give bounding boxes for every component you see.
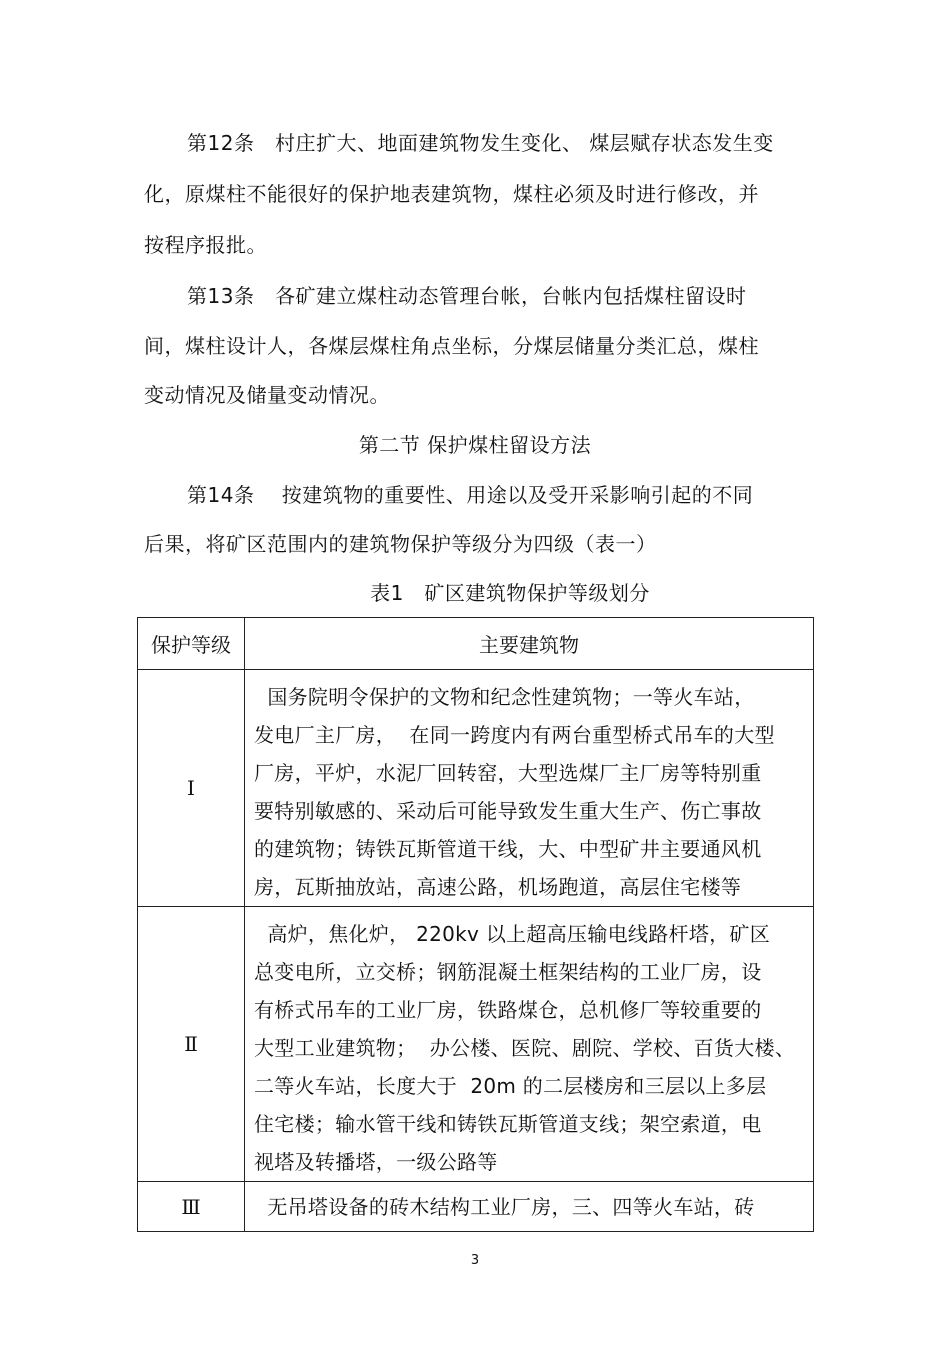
cell-line: 厂房，平炉，水泥厂回转窑，大型选煤厂主厂房等特别重: [254, 761, 762, 785]
grade-cell: Ⅱ: [138, 907, 245, 1182]
art12-line-2: 化，原煤柱不能很好的保护地表建筑物，煤柱必须及时进行修改，并: [144, 182, 759, 206]
cell-line: 住宅楼；输水管干线和铸铁瓦斯管道支线；架空索道，电: [254, 1112, 762, 1136]
cell-line: 国务院明令保护的文物和纪念性建筑物；一等火车站，: [254, 685, 755, 709]
header-buildings: 主要建筑物: [245, 618, 814, 670]
grade-cell: Ⅰ: [138, 670, 245, 907]
grade-cell: Ⅲ: [138, 1182, 245, 1232]
cell-line: 的建筑物；铸铁瓦斯管道干线，大、中型矿井主要通风机: [254, 837, 762, 861]
cell-line: 无吊塔设备的砖木结构工业厂房，三、四等火车站，砖: [254, 1195, 755, 1219]
cell-line: 总变电所，立交桥；钢筋混凝土框架结构的工业厂房，设: [254, 960, 762, 984]
cell-line: 高炉，焦化炉， 220kv 以上超高压输电线路杆塔，矿区: [254, 922, 771, 946]
table-header-row: [138, 618, 814, 670]
buildings-cell: [245, 670, 814, 907]
art12-line-3: 按程序报批。: [144, 233, 267, 257]
table-row: [138, 1182, 814, 1232]
buildings-cell: [245, 1182, 814, 1232]
cell-line: 视塔及转播塔，一级公路等: [254, 1150, 498, 1174]
table-caption: 表1 矿区建筑物保护等级划分: [370, 581, 650, 605]
cell-line: 要特别敏感的、采动后可能导致发生重大生产、伤亡事故: [254, 799, 762, 823]
cell-line: 大型工业建筑物； 办公楼、医院、剧院、学校、百货大楼、: [254, 1036, 796, 1060]
header-grade: 保护等级: [138, 618, 245, 670]
cell-line: 房，瓦斯抽放站，高速公路，机场跑道，高层住宅楼等: [254, 875, 742, 899]
art13-line-1: 第13条 各矿建立煤柱动态管理台帐，台帐内包括煤柱留设时: [187, 284, 747, 308]
cell-line: 有桥式吊车的工业厂房，铁路煤仓，总机修厂等较重要的: [254, 998, 762, 1022]
table-row: [138, 907, 814, 1182]
table-row: [138, 670, 814, 907]
art12-line-1: 第12条 村庄扩大、地面建筑物发生变化、 煤层赋存状态发生变: [187, 131, 774, 155]
section-heading: 第二节 保护煤柱留设方法: [358, 433, 592, 457]
page-number: 3: [470, 1253, 480, 1268]
art14-line-2: 后果，将矿区范围内的建筑物保护等级分为四级（表一）: [144, 532, 657, 556]
protection-grade-table: [137, 617, 814, 1232]
art13-line-3: 变动情况及储量变动情况。: [144, 383, 390, 407]
art14-line-1: 第14条 按建筑物的重要性、用途以及受开采影响引起的不同: [187, 483, 754, 507]
buildings-cell: [245, 907, 814, 1182]
art13-line-2: 间，煤柱设计人，各煤层煤柱角点坐标，分煤层储量分类汇总，煤柱: [144, 334, 759, 358]
cell-line: 发电厂主厂房， 在同一跨度内有两台重型桥式吊车的大型: [254, 723, 775, 747]
cell-line: 二等火车站，长度大于 20m 的二层楼房和三层以上多层: [254, 1074, 767, 1098]
